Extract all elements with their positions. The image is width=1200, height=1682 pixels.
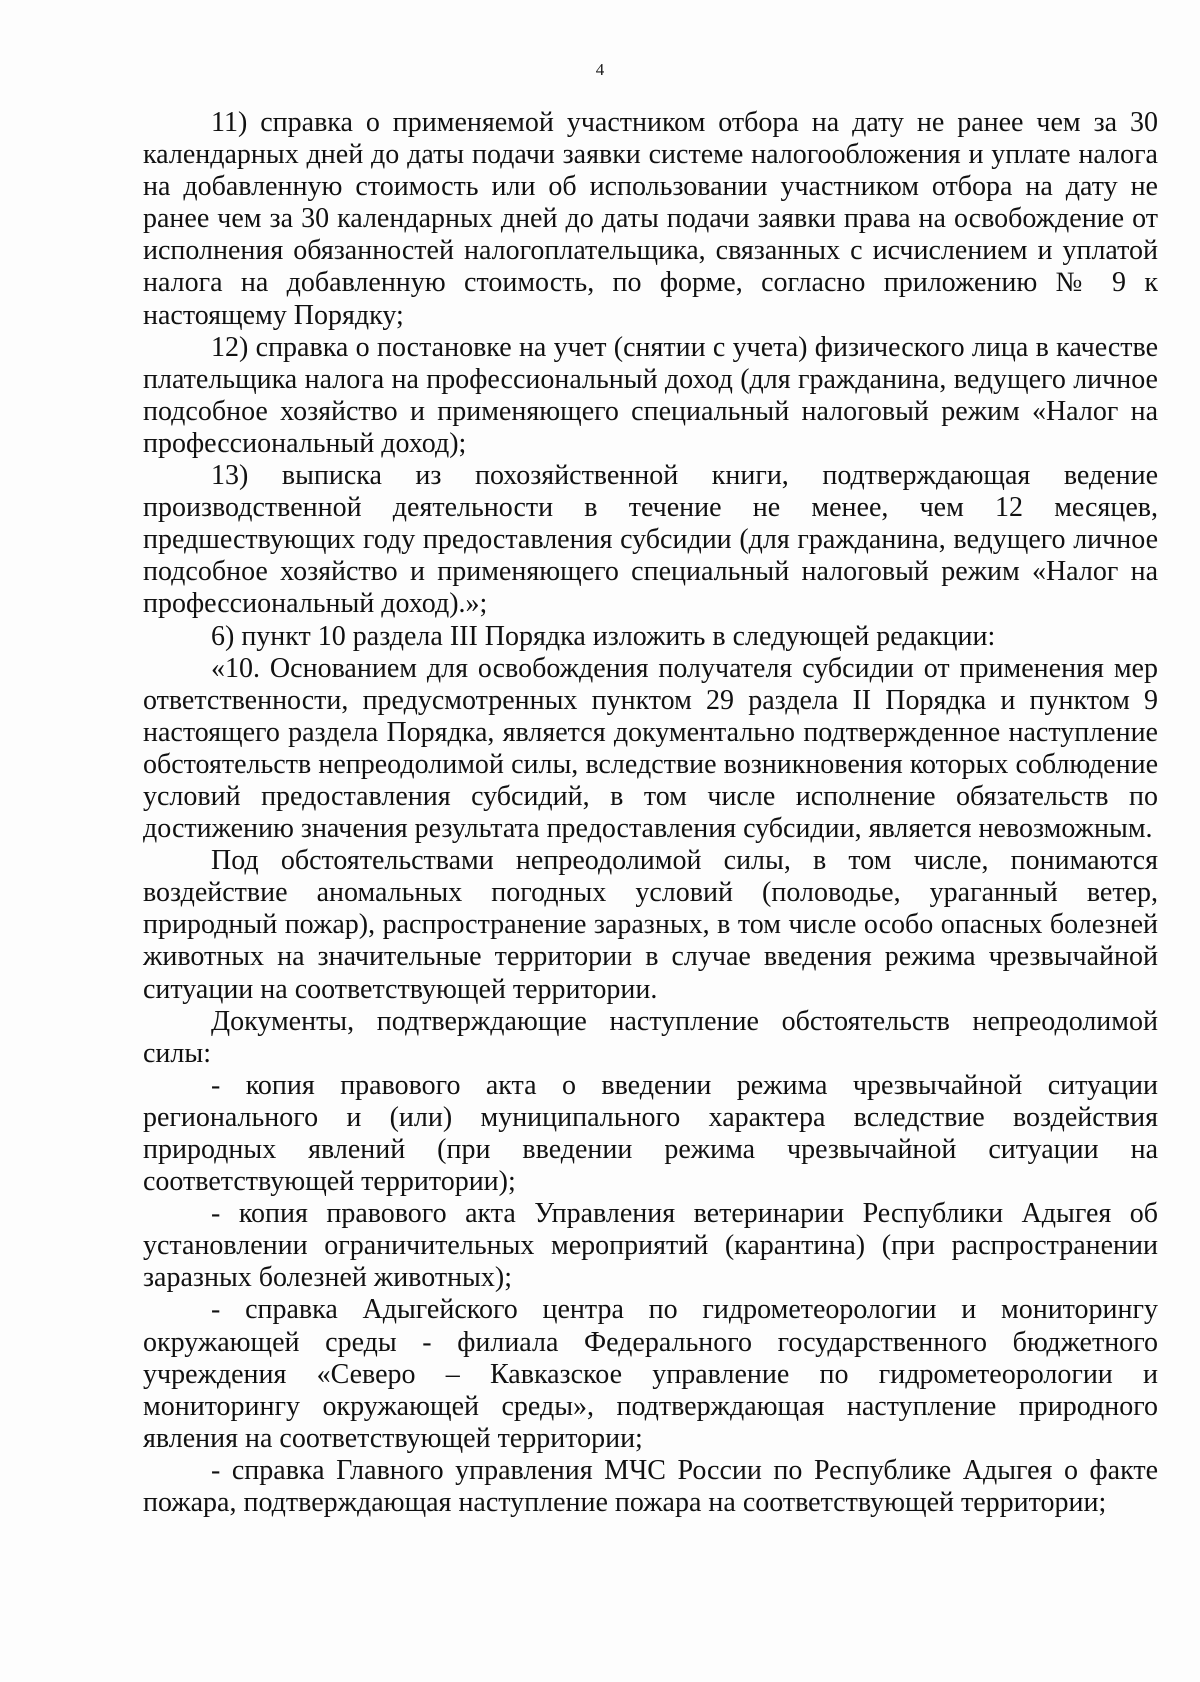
paragraph-documents-intro: Документы, подтверждающие наступление обстоятельств непреодолимой силы: <box>143 1005 1158 1069</box>
paragraph-force-majeure-definition: Под обстоятельствами непреодолимой силы, в том числе, понимаются воздействие аномальных погодных условий (половодье, ураганный ветер, природный пожар), распространение заразных, в том числе особо опасных болезней животных на значительные территории в случае введения режима чрезвычайной ситуации на соответствующей территории. <box>143 845 1158 1005</box>
list-item-veterinary-act: - копия правового акта Управления ветеринарии Республики Адыгея об установлении ограничительных мероприятий (карантина) (при распространении заразных болезней животных); <box>143 1198 1158 1294</box>
list-item-hydromet-certificate: - справка Адыгейского центра по гидрометеорологии и мониторингу окружающей среды - филиала Федерального государственного бюджетного учреждения «Северо – Кавказское управление по гидрометеорологии и мониторингу окружающей среды», подтверждающая наступление природного явления на соответствующей территории; <box>143 1294 1158 1454</box>
list-item-emergency-act: - копия правового акта о введении режима чрезвычайной ситуации регионального и (или) муниципального характера вследствие воздействия природных явлений (при введении режима чрезвычайной ситуации на соответствующей территории); <box>143 1069 1158 1198</box>
paragraph-item-11: 11) справка о применяемой участником отбора на дату не ранее чем за 30 календарных дней до даты подачи заявки системе налогообложения и уплате налога на добавленную стоимость или об использовании участником отбора на дату не ранее чем за 30 календарных дней до даты подачи заявки права на освобождение от исполнения обязанностей налогоплательщика, связанных с исчислением и уплатой налога на добавленную стоимость, по форме, согласно приложению № 9 к настоящему Порядку; <box>143 107 1158 331</box>
paragraph-clause-10: «10. Основанием для освобождения получателя субсидии от применения мер ответственности, предусмотренных пунктом 29 раздела II Порядка и пунктом 9 настоящего раздела Порядка, является документально подтвержденное наступление обстоятельств непреодолимой силы, вследствие возникновения которых соблюдение условий предоставления субсидий, в том числе исполнение обязательств по достижению значения результата предоставления субсидии, является невозможным. <box>143 652 1158 845</box>
page-number: 4 <box>595 60 605 79</box>
paragraph-item-13: 13) выписка из похозяйственной книги, подтверждающая ведение производственной деятельности в течение не менее, чем 12 месяцев, предшествующих году предоставления субсидии (для гражданина, ведущего личное подсобное хозяйство и применяющего специальный налоговый режим «Налог на профессиональный доход).»; <box>143 460 1158 620</box>
list-item-emercom-certificate: - справка Главного управления МЧС России по Республике Адыгея о факте пожара, подтверждающая наступление пожара на соответствующей территории; <box>143 1454 1158 1519</box>
paragraph-amendment-6: 6) пункт 10 раздела III Порядка изложить в следующей редакции: <box>211 620 996 652</box>
paragraph-item-12: 12) справка о постановке на учет (снятии с учета) физического лица в качестве плательщика налога на профессиональный доход (для гражданина, ведущего личное подсобное хозяйство и применяющего специальный налоговый режим «Налог на профессиональный доход); <box>143 331 1158 459</box>
document-body <box>143 107 1158 1519</box>
